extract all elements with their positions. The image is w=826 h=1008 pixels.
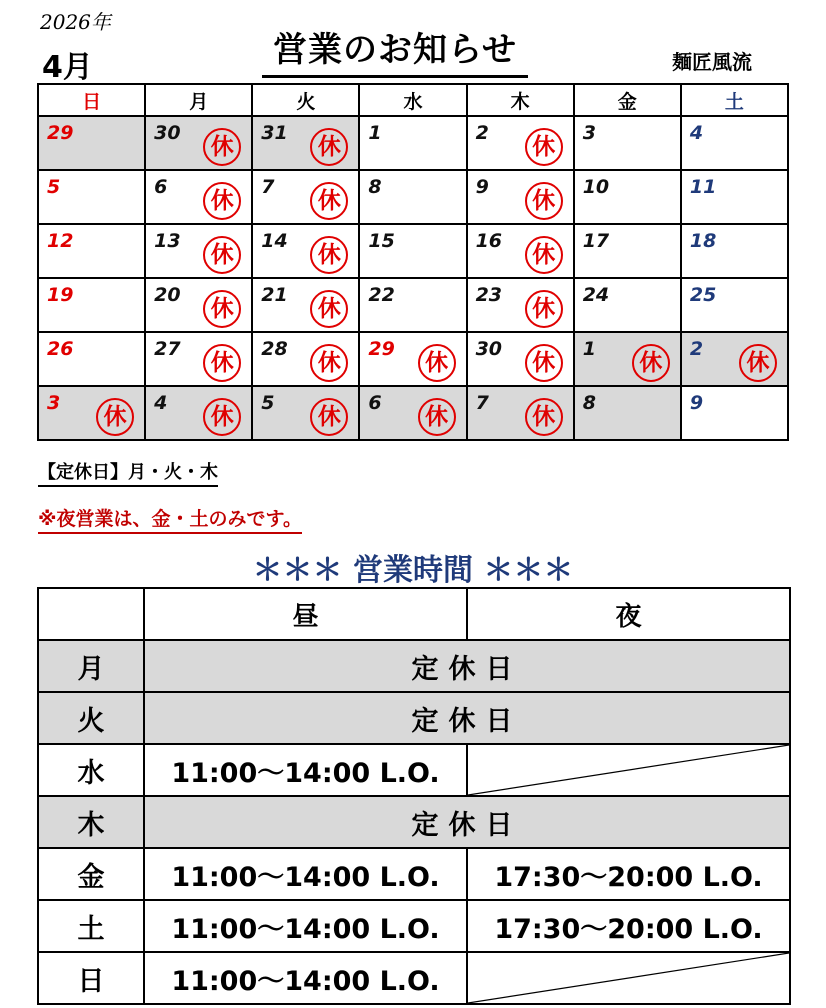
day-number: 5 <box>47 176 61 198</box>
calendar-day-cell <box>574 224 681 278</box>
day-number: 28 <box>261 338 288 360</box>
night-not-available-cell <box>467 952 790 1004</box>
calendar-day-cell <box>252 224 359 278</box>
hours-day-name: 金 <box>38 848 144 900</box>
closed-day-cell: 定休日 <box>144 796 790 848</box>
holiday-mark: 休 <box>739 344 777 382</box>
calendar-day-cell <box>145 278 252 332</box>
hours-row <box>38 848 790 900</box>
calendar-day-cell <box>145 386 252 440</box>
day-number: 14 <box>261 230 288 252</box>
year-label: 2026年 <box>40 10 111 34</box>
business-hours-title: ＊＊＊ 営業時間 ＊＊＊ <box>252 553 574 588</box>
calendar-day-cell <box>359 224 466 278</box>
calendar-day-cell <box>359 278 466 332</box>
calendar-day-cell <box>574 278 681 332</box>
calendar-day-cell <box>574 332 681 386</box>
day-number: 2 <box>689 338 704 360</box>
day-number: 17 <box>582 230 610 252</box>
hours-row <box>38 640 790 692</box>
holiday-mark: 休 <box>203 398 241 436</box>
day-number: 25 <box>689 284 717 306</box>
hours-day-name: 日 <box>38 952 144 1004</box>
holiday-mark: 休 <box>203 236 241 274</box>
calendar-week-row <box>38 224 788 278</box>
hours-row <box>38 796 790 848</box>
shop-name: 麺匠風流 <box>672 50 752 74</box>
weekday-sat: 土 <box>681 84 788 116</box>
holiday-mark: 休 <box>632 344 670 382</box>
regular-holidays-note: 【定休日】月・火・木 <box>38 458 218 487</box>
calendar-day-cell <box>38 332 145 386</box>
hours-header-row <box>38 588 790 640</box>
holiday-mark: 休 <box>418 398 456 436</box>
hours-row <box>38 692 790 744</box>
holiday-mark: 休 <box>96 398 134 436</box>
hours-row <box>38 744 790 796</box>
calendar-day-cell <box>252 170 359 224</box>
night-column-header: 夜 <box>467 588 790 640</box>
day-number: 11 <box>689 176 717 198</box>
day-number: 31 <box>261 122 288 144</box>
calendar-table <box>37 83 789 441</box>
calendar-week-row <box>38 278 788 332</box>
holiday-mark: 休 <box>310 290 348 328</box>
weekday-wed: 水 <box>359 84 466 116</box>
hours-day-name: 土 <box>38 900 144 952</box>
day-number: 6 <box>368 392 382 414</box>
lunch-hours-cell: 11:00～14:00 L.O. <box>144 900 467 952</box>
day-number: 1 <box>368 122 382 144</box>
calendar-day-cell <box>467 332 574 386</box>
holiday-mark: 休 <box>310 128 348 166</box>
lunch-hours-cell: 11:00～14:00 L.O. <box>144 744 467 796</box>
holiday-mark: 休 <box>310 236 348 274</box>
calendar-day-cell <box>467 224 574 278</box>
holiday-mark: 休 <box>525 128 563 166</box>
hours-row <box>38 952 790 1004</box>
calendar-day-cell <box>681 278 788 332</box>
day-number: 4 <box>689 122 704 144</box>
calendar-day-cell <box>252 116 359 170</box>
hours-row <box>38 900 790 952</box>
calendar-day-cell <box>359 170 466 224</box>
holiday-mark: 休 <box>525 344 563 382</box>
weekday-header-row <box>38 84 788 116</box>
day-number: 30 <box>475 338 503 360</box>
calendar-day-cell <box>38 116 145 170</box>
day-number: 27 <box>154 338 181 360</box>
day-number: 7 <box>475 392 489 414</box>
closed-day-cell: 定休日 <box>144 692 790 744</box>
day-number: 30 <box>154 122 181 144</box>
calendar-day-cell <box>145 224 252 278</box>
calendar-day-cell <box>681 332 788 386</box>
calendar-day-cell <box>574 170 681 224</box>
calendar-day-cell <box>145 170 252 224</box>
holiday-mark: 休 <box>203 128 241 166</box>
holiday-mark: 休 <box>525 290 563 328</box>
day-number: 12 <box>47 230 74 252</box>
calendar-day-cell <box>467 386 574 440</box>
day-number: 5 <box>261 392 275 414</box>
lunch-hours-cell: 11:00～14:00 L.O. <box>144 848 467 900</box>
holiday-mark: 休 <box>525 182 563 220</box>
day-number: 8 <box>368 176 382 198</box>
day-number: 10 <box>582 176 610 198</box>
day-number: 22 <box>368 284 395 306</box>
day-number: 9 <box>689 392 704 414</box>
day-number: 13 <box>154 230 181 252</box>
calendar-week-row <box>38 332 788 386</box>
calendar-day-cell <box>38 278 145 332</box>
weekday-sun: 日 <box>38 84 145 116</box>
calendar-day-cell <box>359 332 466 386</box>
closed-day-cell: 定休日 <box>144 640 790 692</box>
holiday-mark: 休 <box>525 398 563 436</box>
day-number: 16 <box>475 230 503 252</box>
calendar-day-cell <box>681 224 788 278</box>
hours-corner-cell <box>38 588 144 640</box>
day-number: 2 <box>475 122 489 144</box>
hours-day-name: 水 <box>38 744 144 796</box>
calendar-day-cell <box>38 170 145 224</box>
day-number: 18 <box>689 230 717 252</box>
lunch-hours-cell: 11:00～14:00 L.O. <box>144 952 467 1004</box>
month-label: 4月 <box>42 50 93 85</box>
hours-day-name: 月 <box>38 640 144 692</box>
day-number: 3 <box>47 392 61 414</box>
calendar-day-cell <box>145 332 252 386</box>
hours-day-name: 木 <box>38 796 144 848</box>
holiday-mark: 休 <box>203 182 241 220</box>
calendar-day-cell <box>252 332 359 386</box>
holiday-mark: 休 <box>203 344 241 382</box>
calendar-week-row <box>38 386 788 440</box>
calendar-day-cell <box>467 116 574 170</box>
calendar-day-cell <box>681 386 788 440</box>
calendar-day-cell <box>574 116 681 170</box>
weekday-thu: 木 <box>467 84 574 116</box>
day-number: 15 <box>368 230 395 252</box>
calendar-day-cell <box>467 278 574 332</box>
day-number: 19 <box>47 284 74 306</box>
day-number: 29 <box>47 122 74 144</box>
night-service-note: ※夜営業は、金・土のみです。 <box>38 504 302 534</box>
calendar-day-cell <box>574 386 681 440</box>
calendar-day-cell <box>252 386 359 440</box>
weekday-tue: 火 <box>252 84 359 116</box>
calendar-day-cell <box>252 278 359 332</box>
night-hours-cell: 17:30～20:00 L.O. <box>467 900 790 952</box>
holiday-mark: 休 <box>310 182 348 220</box>
calendar-day-cell <box>681 170 788 224</box>
holiday-mark: 休 <box>310 398 348 436</box>
holiday-mark: 休 <box>418 344 456 382</box>
day-number: 9 <box>475 176 489 198</box>
day-number: 6 <box>154 176 168 198</box>
day-number: 20 <box>154 284 181 306</box>
calendar-day-cell <box>681 116 788 170</box>
day-number: 26 <box>47 338 74 360</box>
day-number: 21 <box>261 284 288 306</box>
day-number: 1 <box>582 338 596 360</box>
day-number: 8 <box>582 392 596 414</box>
calendar-week-row <box>38 116 788 170</box>
holiday-mark: 休 <box>525 236 563 274</box>
holiday-mark: 休 <box>310 344 348 382</box>
day-number: 24 <box>582 284 610 306</box>
calendar-day-cell <box>145 116 252 170</box>
day-number: 3 <box>582 122 596 144</box>
night-hours-cell: 17:30～20:00 L.O. <box>467 848 790 900</box>
holiday-mark: 休 <box>203 290 241 328</box>
calendar-day-cell <box>38 224 145 278</box>
day-number: 4 <box>154 392 168 414</box>
calendar-day-cell <box>359 116 466 170</box>
calendar-day-cell <box>467 170 574 224</box>
hours-day-name: 火 <box>38 692 144 744</box>
night-not-available-cell <box>467 744 790 796</box>
day-number: 7 <box>261 176 275 198</box>
day-number: 23 <box>475 284 503 306</box>
calendar-day-cell <box>38 386 145 440</box>
page-title: 営業のお知らせ <box>262 22 528 78</box>
calendar-week-row <box>38 170 788 224</box>
weekday-mon: 月 <box>145 84 252 116</box>
weekday-fri: 金 <box>574 84 681 116</box>
day-number: 29 <box>368 338 395 360</box>
business-hours-table <box>37 587 791 1005</box>
lunch-column-header: 昼 <box>144 588 467 640</box>
calendar-day-cell <box>359 386 466 440</box>
